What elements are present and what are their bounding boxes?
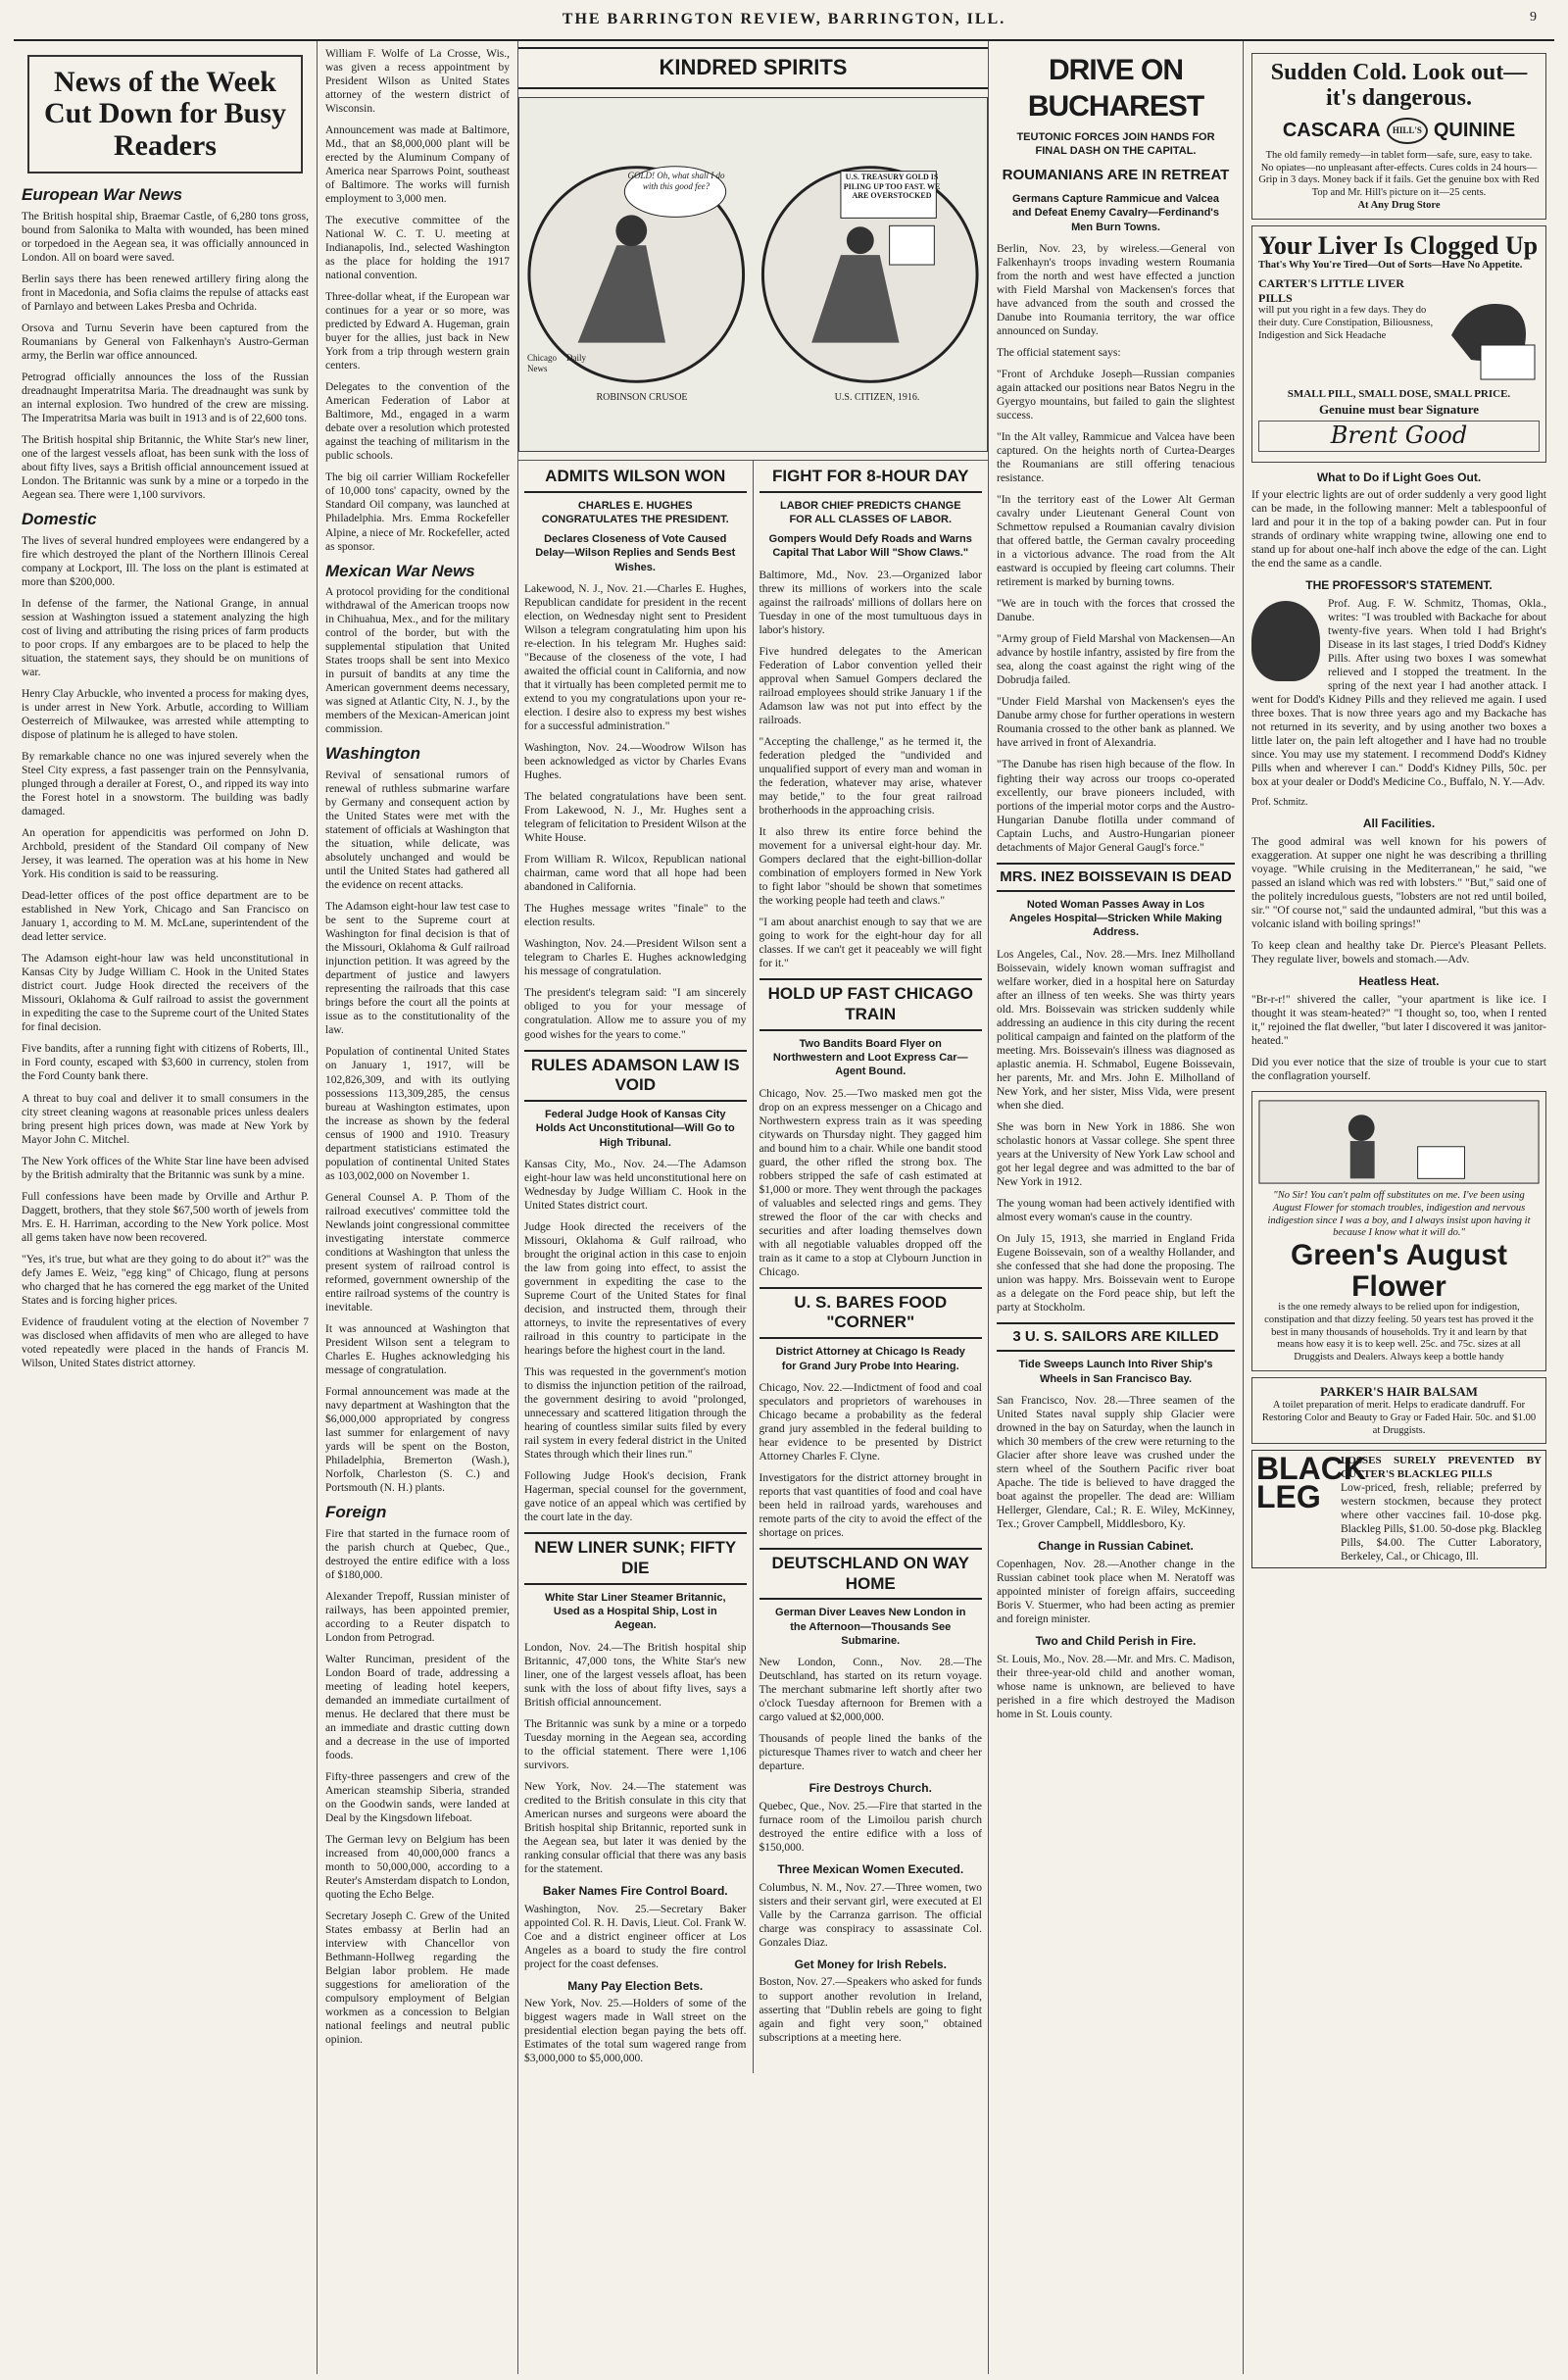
story-paragraph: The Britannic was sunk by a mine or a torpedo Tuesday morning in the Aegean sea, according to the official statement. There were 1,106 survivors. [524, 1717, 747, 1771]
ad-carters [1251, 225, 1546, 463]
subdeck: Federal Judge Hook of Kansas City Holds Act Unconstitutional—Will Go to High Tribunal. [535, 1108, 735, 1149]
deck: CHARLES E. HUGHES CONGRATULATES THE PRESIDENT. [541, 499, 729, 525]
ad-copy [1258, 276, 1438, 384]
story-paragraph: New London, Conn., Nov. 28.—The Deutschland, has started on its return voyage. The merchant submarine left shortly after two o'clock Tuesday afternoon for Bremen with a cargo valued at $2,000,000. [759, 1657, 982, 1724]
ad-genuine: Genuine must bear Signature [1318, 401, 1480, 417]
news-item: An operation for appendicitis was performed on John D. Archbold, president of the Standard Oil company of New Jersey, it was learned. The operation was at his home in New York. His condition is said to be reassuring. [22, 827, 309, 881]
news-item: "Yes, it's true, but what are they going to do about it?" was the defy James E. Weiz, "egg king" of Chicago, flung at persons who charged that he has cornered the egg market of the United States and is forcing higher prices. [22, 1253, 309, 1307]
news-item: The big oil carrier William Rockefeller of 10,000 tons' capacity, owned by the Standard Oil company, was launched at Philadelphia. Mrs. Emma Rockefeller Alpine, a niece of Mr. Rockefeller, acted as sponsor. [325, 471, 510, 553]
story-paragraph: "The Danube has risen high because of the flow. In fighting their way across our troops co-operated excellently, our brave pioneers included, with portions of the imperial motor corps and the Austro-Hungarian Danube flotilla under command of Captain Luchs, and Austro-Hungarian pioneer detachments of Major General Gaugl's force." [997, 759, 1235, 854]
ad-tagline: SMALL PILL, SMALL DOSE, SMALL PRICE. [1287, 388, 1511, 401]
story-paragraph: New York, Nov. 25.—Holders of some of the biggest wagers made in Wall street on the presidential election began paying the bets off. Estimates of the total sum wagered range from $3,000,000 to $5,000,000. [524, 1998, 747, 2065]
news-item: By remarkable chance no one was injured severely when the Steel City express, a fast passenger train on the Pennsylvania, plunged through a derailer at Forest, O., and ripped its way into the Forest hotel in a snowstorm. The building was badly damaged. [22, 751, 309, 818]
news-item: The executive committee of the National W. C. T. U. meeting at Indianapolis, Ind., selected Washington as the place for holding the 1917 national convention. [325, 215, 510, 282]
subdeck: District Attorney at Chicago Is Ready for Grand Jury Probe Into Hearing. [775, 1346, 965, 1372]
headline-mexican-women: Three Mexican Women Executed. [777, 1862, 964, 1877]
subdeck: Tide Sweeps Launch Into River Ship's Wheels in San Francisco Bay. [1018, 1359, 1213, 1385]
story-paragraph: The young woman had been actively identified with almost every woman's cause in the country. [997, 1198, 1235, 1224]
story-paragraph: Quebec, Que., Nov. 25.—Fire that started in the furnace room of the Limoilou parish church destroyed the entire edifice with a loss of $150,000. [759, 1801, 982, 1855]
ad-signature: Brent Good [1258, 421, 1540, 451]
news-box-heading [27, 55, 303, 174]
story-paragraph: Following Judge Hook's decision, Frank Hagerman, special counsel for the government, gave notice of an appeal which was certified by the court late in the day. [524, 1470, 747, 1524]
column-3 [518, 41, 989, 2374]
headline-drive-bucharest: DRIVE ON BUCHAREST [1027, 54, 1204, 123]
ad-sub: That's Why You're Tired—Out of Sorts—Have No Appetite. [1258, 260, 1523, 272]
deck-retreat: ROUMANIANS ARE IN RETREAT [1002, 166, 1230, 183]
story-paragraph: Lakewood, N. J., Nov. 21.—Charles E. Hughes, Republican candidate for president in the recent election, on Wednesday night sent to President Wilson a telegram congratulating him upon his re-election. In his telegram Mr. Hughes said: "Because of the closeness of the vote, I had awaited the official count in California, and now that it virtually has been completed permit me to extend to you my congratulations upon your re-election. I desire also to express my best wishes for a successful administration." [524, 583, 747, 733]
cartoon-caption-right: U.S. CITIZEN, 1916. [834, 391, 920, 403]
news-item: Orsova and Turnu Severin have been captured from the Roumanians by General von Falkenhayn's Austro-German army, the Berlin war office announced. [22, 322, 309, 363]
news-item: Alexander Trepoff, Russian minister of railways, has been appointed premier, according to a Reuter dispatch to London from Petrograd. [325, 1590, 510, 1644]
story-paragraph: Kansas City, Mo., Nov. 24.—The Adamson eight-hour law was held unconstitutional here on Wednesday by Judge William C. Hook in the United States district court. [524, 1158, 747, 1212]
story-paragraph: It also threw its entire force behind the movement for a universal eight-hour day. Mr. Gompers declared that the eight-billion-dollar combination of employers formed in New York to fight labor "should be shown that sometimes the working people had teeth and claws." [759, 826, 982, 908]
subdeck: Two Bandits Board Flyer on Northwestern and Loot Express Car—Agent Bound. [772, 1037, 968, 1078]
story-paragraph: Baltimore, Md., Nov. 23.—Organized labor threw its millions of workers into the scale against the railroads' millions of dollars here on Tuesday in one of the most tumultuous days in labor's history. [759, 569, 982, 636]
story-paragraph: "I am about anarchist enough to say that we are going to work for the eight-hour day for all classes. If we can't get it peaceably we will fight for it." [759, 917, 982, 970]
ad-parkers [1251, 1377, 1546, 1444]
news-item: Evidence of fraudulent voting at the election of November 7 was disclosed when affidavits of men who are alleged to have voted repeatedly were placed in the hands of Francis M. Wilson, United States district attorney. [22, 1315, 309, 1369]
ad-text: will put you right in a few days. They do their duty. Cure Constipation, Biliousness, Indigestion and Sick Headache [1258, 305, 1434, 341]
news-item: Dead-letter offices of the post office department are to be established in New York, Chicago and San Francisco on January 1, according to M. M. McLane, superintendent of the dead letter service. [22, 890, 309, 944]
story-paragraph: Investigators for the district attorney brought in reports that vast quantities of food and coal have been held in railroad yards, warehouses and remote parts of the city to avoid the effect of the shortage on prices. [759, 1471, 982, 1539]
ad-footer: At Any Drug Store [1357, 199, 1441, 211]
headline-adamson: RULES ADAMSON LAW IS VOID [524, 1050, 747, 1102]
story-paragraph: Washington, Nov. 25.—Secretary Baker appointed Col. R. H. Davis, Lieut. Col. Frank W. Coe and a district engineer officer at Los Angeles as a board to study the fire control project for the coast defenses. [524, 1903, 747, 1970]
section-title-foreign: Foreign [325, 1502, 387, 1521]
deck: TEUTONIC FORCES JOIN HANDS FOR FINAL DASH ON THE CAPITAL. [1016, 131, 1215, 158]
news-item: Petrograd officially announces the loss of the Russian dreadnaught Imperatritsa Maria. The dreadnaught was sunk by an internal explosion. Two hundred of the crew are missing. The Imperatritsa Maria was built in 1913 and is of 22,600 tons. [22, 372, 309, 425]
story-paragraph: St. Louis, Mo., Nov. 28.—Mr. and Mrs. C. Madison, their three-year-old child and another woman, whose name is unknown, are believed to have perished in a fire which destroyed the Madison home in St. Louis county. [997, 1653, 1235, 1720]
right-half [754, 461, 989, 2073]
news-item: Formal announcement was made at the navy department at Washington that the $6,000,000 appropriated by congress last summer for enlargement of navy yards will be spent on the Boston, Philadelphia, Bremerton (Wash.), Norfolk, Charleston (S. C.) and Portsmouth (N. H.) plants. [325, 1385, 510, 1494]
headline-irish: Get Money for Irish Rebels. [794, 1957, 947, 1971]
story-paragraph: This was requested in the government's motion to dismiss the injunction petition of the railroad, the government desiring to avoid "prolonged, unnecessary and scattered litigation through the hearing of countless similar suits filed by every rail system in every federal district in the United States through which their lines run." [524, 1366, 747, 1462]
story-paragraph: "Front of Archduke Joseph—Russian companies again attacked our positions near Batos Negru in the Gyergyo mountains, but failed to gain the slightest success. [997, 369, 1235, 422]
news-item: General Counsel A. P. Thom of the railroad executives' committee told the Newlands joint congressional committee investigating interstate commerce conditions at Washington that unless the present system of railroad control is reformed, government ownership of the entire railroad systems of the country is inevitable. [325, 1191, 510, 1314]
masthead [14, 0, 1554, 41]
story-paragraph: The good admiral was well known for his powers of exaggeration. At supper one night he was describing a thrilling voyage. "While cruising in the Mediterranean," he said, "we passed an island which was red with lobsters." "But," said one of the politely incredulous guests, "lobsters are not red until boiled, sir." "Of course not," said the undaunted admiral, "but this was a volcanic island with boiling springs!" [1251, 836, 1546, 931]
cartoon-credit: Chicago Daily News [527, 352, 586, 373]
column-2 [318, 41, 518, 2374]
news-item: Berlin says there has been renewed artillery firing along the front in Macedonia, and Sofia claims the repulse of attacks east of Parnlayo and between Lakes Presba and Ochrida. [22, 273, 309, 313]
left-half [518, 461, 754, 2073]
ad-text: The old family remedy—in tablet form—safe, sure, easy to take. No opiates—no unpleasant after-effects. Cures colds in 24 hours—Grip in 3 days. Money back if it fails. Get the genuine box with Red Top and Mr. Hill's picture on it—25 cents. [1258, 149, 1540, 199]
ad-brand-row [1258, 118, 1540, 144]
subdeck: Germans Capture Rammicue and Valcea and Defeat Enemy Cavalry—Ferdinand's Men Burn Towns. [1011, 193, 1220, 233]
headline-train: HOLD UP FAST CHICAGO TRAIN [760, 978, 983, 1030]
cartoon-kindred-spirits [518, 97, 988, 452]
ad-headline: Your Liver Is Clogged Up [1258, 230, 1539, 260]
cartoon-caption-left: ROBINSON CRUSOE [596, 391, 688, 403]
story-paragraph: "Br-r-r!" shivered the caller, "your apartment is like ice. I thought it was steam-heated?" "I thought so, too, when I rented it," rejoined the flat dweller, "but later I discovered it was janitor-heated." [1251, 993, 1546, 1047]
section-title-mexican: Mexican War News [325, 561, 475, 580]
news-item: Announcement was made at Baltimore, Md., that an $8,000,000 plant will be erected by the Aluminum Company of America near Sparrows Point, southeast of Baltimore. The works will furnish employment to 3,000 men. [325, 124, 510, 206]
ad-brand: BLACK LEG [1256, 1451, 1366, 1515]
news-item: Revival of sensational rumors of renewal of ruthless submarine warfare by Germany and consequent action by the United States were met with the statement of officials at Washington that the situation, while delicate, was absolutely unchanged and would be until the United States had gathered all the evidence on recent attacks. [325, 769, 510, 892]
story-paragraph: From William R. Wilcox, Republican national chairman, came word that all hope had been abandoned in California. [524, 854, 747, 894]
ad-headline: LOSSES SURELY PREVENTED BY CUTTER'S BLACKLEG PILLS [1341, 1455, 1542, 1480]
ad-body [1258, 276, 1540, 384]
headline-eight-hour: FIGHT FOR 8-HOUR DAY [760, 467, 983, 493]
story-paragraph: San Francisco, Nov. 28.—Three seamen of the United States naval supply ship Glacier were drowned in the bay on Saturday, when the launch in which 30 members of the crew were returning to the Glacier after shore leave was crushed under the stern wheel of the Southern Pacific river boat Apache. The tide is believed to have dragged the boat against the propeller. The dead are: William Hellerger, Glendare, Cal.; R. E. Wiley, McKinney, Tex.; Grover Campbell, Middlesboro, Ky. [997, 1395, 1235, 1531]
story-paragraph: Copenhagen, Nov. 28.—Another change in the Russian cabinet took place when M. Neratoff was appointed minister of foreign affairs, succeeding Boris V. Stuermer, who had been acting as premier and foreign minister. [997, 1558, 1235, 1625]
headline-liner: NEW LINER SUNK; FIFTY DIE [524, 1532, 747, 1584]
story-paragraph: "In the Alt valley, Rammicue and Valcea have been captured. On the heights north of Curtea-Dearges the Roumanians are still offering tenacious resistance. [997, 431, 1235, 485]
lower-split [518, 460, 988, 2073]
story-paragraph: "We are in touch with the forces that crossed the Danube. [997, 598, 1235, 624]
news-item: Fifty-three passengers and crew of the American steamship Siberia, stranded on the Goodwin sands, were landed at Deal by the Kingsdown lifeboat. [325, 1770, 510, 1824]
story-paragraph: Berlin, Nov. 23, by wireless.—General von Falkenhayn's troops invading western Roumania from the north and west have effected a junction with Field Marshal von Mackensen's forces that have advanced from the south and crossed the Danube into Roumania territory, the war office announced on Sunday. [997, 242, 1235, 338]
ad-august-flower [1251, 1091, 1546, 1371]
column-5 [1244, 41, 1554, 2374]
headline-boissevain: MRS. INEZ BOISSEVAIN IS DEAD [997, 863, 1235, 892]
story-paragraph: Judge Hook directed the receivers of the Missouri, Oklahoma & Gulf railroad, who brought the original action in this case to enjoin the law from going into effect, to assist the government in expediting the case to the Supreme Court of the United States for final decision, and instructed them, through their attorneys, to invite the representatives of every railroad in this country to participate in the hearings before the highest court in the land. [524, 1220, 747, 1358]
headline-admits-wilson: ADMITS WILSON WON [524, 467, 747, 493]
news-item: Secretary Joseph C. Grew of the United States embassy at Berlin had an interview with Chancellor von Bethmann-Hollweg regarding the Belgian labor problem. He made suggestions for amelioration of the compulsory employment of Belgian workmen as a concession to Belgian national feelings and neutral public opinion. [325, 1910, 510, 2047]
page-number: 9 [1530, 10, 1537, 25]
story-paragraph: Washington, Nov. 24.—President Wilson sent a telegram to Charles E. Hughes acknowledging his message of congratulation. [524, 938, 747, 978]
headline-fire-board: Baker Names Fire Control Board. [542, 1883, 728, 1898]
headline-food-corner: U. S. BARES FOOD "CORNER" [760, 1287, 983, 1339]
illustration-man [1258, 1098, 1540, 1186]
story-paragraph: New York, Nov. 24.—The statement was credited to the British consulate in this city that American nurses and surgeons were aboard the British hospital ship Britannic, reported sunk in the Aegean sea, but later it was denied by the ranking consular official that there was any basis for the statement. [524, 1780, 747, 1875]
news-item: Full confessions have been made by Orville and Arthur P. Daggett, brothers, that they stole $67,500 worth of jewels from Mrs. E. H. Harriman, according to the New York police. Most all gems taken have now been recovered. [22, 1190, 309, 1244]
news-item: The British hospital ship Britannic, the White Star's new liner, one of the largest vessels afloat, has been sunk with the loss of about fifty lives, says a British official announcement issued at London. The Britannic was sunk by a mine or a torpedo in the Aegean sea. There were 1,100 survivors. [22, 434, 309, 502]
story-paragraph: "Army group of Field Marshal von Mackensen—An advance by hostile infantry, assisted by fire from the sea, along the coast against the right wing of the Dobrudja failed. [997, 633, 1235, 687]
story-paragraph: "In the territory east of the Lower Alt German cavalry under Lieutenant General Count von Schmettow repulsed a Roumanian cavalry division that offered battle, the German cavalry proceeding in a victorious advance. The road from the Alt eastward is occupied by fleeing cart columns. Their retirement is marked by burning towns. [997, 494, 1235, 589]
ad-blackleg [1251, 1450, 1546, 1568]
headline-child: Two and Child Perish in Fire. [1035, 1633, 1197, 1648]
section-title-european: European War News [22, 185, 183, 205]
story-paragraph: The Hughes message writes "finale" to the election results. [524, 903, 747, 929]
ad-text: A toilet preparation of merit. Helps to eradicate dandruff. For Restoring Color and Beauty to Gray or Faded Hair. 50c. and $1.00 at Druggists. [1261, 1399, 1537, 1436]
ad-brand: CASCARA [1282, 120, 1381, 142]
story-paragraph: The belated congratulations have been sent. From Lakewood, N. J., Mr. Hughes sent a telegram of felicitation to President Wilson at the White House. [524, 791, 747, 845]
story-paragraph: Did you ever notice that the size of trouble is your cue to start the conflagration yourself. [1251, 1056, 1546, 1082]
ad-brand: CARTER'S LITTLE LIVER PILLS [1258, 276, 1404, 305]
cartoon-sign: U.S. TREASURY GOLD IS PILING UP TOO FAST. WE ARE OVERSTOCKED [843, 172, 941, 201]
headline-light: What to Do if Light Goes Out. [1316, 470, 1482, 484]
story-paragraph: The president's telegram said: "I am sincerely obliged to you for your message of congratulation. Allow me to assure you of my good wishes for the years to come." [524, 987, 747, 1041]
cartoon-bubble: GOLD! Oh, what shall I do with this good fee? [627, 170, 725, 191]
news-item: The German levy on Belgium has been increased from 40,000,000 francs a month to 50,000,000, according to a Reuter's Amsterdam dispatch to London, quoting the Echo Belge. [325, 1834, 510, 1902]
news-item: Delegates to the convention of the American Federation of Labor at Baltimore, Md., engaged in a warm debate over a resolution which protested against the teaching of militarism in the public schools. [325, 381, 510, 463]
news-item: Walter Runciman, president of the London Board of trade, addressing a meeting of leading hotel keepers, demanded an immediate curtailment of menus. He declared that there must be an immediate and drastic cutting down and a decrease in the use of imported foods. [325, 1653, 510, 1761]
subdeck: Noted Woman Passes Away in Los Angeles Hospital—Stricken While Making Address. [1009, 898, 1222, 939]
subdeck: German Diver Leaves New London in the Afternoon—Thousands See Submarine. [775, 1607, 966, 1648]
news-item: A protocol providing for the conditional withdrawal of the American troops now in Chihuahua, Mex., and for the military control of the border, but with the supplemental stipulation that United States troops shall be sent into Mexico in pursuit of bandits at any time the American government deems necessary, was signed at Atlantic City, N. J., by the members of the Mexican-American joint commission. [325, 586, 510, 736]
news-item: It was announced at Washington that President Wilson sent a telegram to Charles E. Hughes acknowledging his message of congratulation. [325, 1322, 510, 1376]
story-paragraph: Chicago, Nov. 25.—Two masked men got the drop on an express messenger on a Chicago and Northwestern express train as it was speeding citywards on Thursday night. They gagged him and bound him to a chair. While one bandit stood guard, the other rifled the strong box. The robbers stripped the safe of cash estimated at $1,000 or more. They went through the packages of valuables and selected rings and gems. They strewed the floor of the car with checks and securities and after loading themselves down with all negotiable valuables dropped off the train as it came to a stop at Clybourn Junction in Chicago. [759, 1087, 982, 1278]
deck: LABOR CHIEF PREDICTS CHANGE FOR ALL CLASSES OF LABOR. [779, 499, 961, 525]
news-item: The Adamson eight-hour law test case to be sent to the Supreme court at Washington for final decision is that of the Missouri, Oklahoma & Gulf railroad injunction petition. It was agreed by the department of justice and lawyers representing the railroads that this case brings before the court all the points at issue as to the constitutionality of the law. [325, 901, 510, 1037]
story-paragraph: The official statement says: [997, 347, 1121, 360]
news-item: William F. Wolfe of La Crosse, Wis., was given a recess appointment by President Wilson as United States attorney of the western district of Wisconsin. [325, 48, 510, 116]
bird-icon [1442, 276, 1540, 384]
story-paragraph: "Accepting the challenge," as he termed it, the federation pledged the "undivided and unqualified support of every man and woman in the federation, whatever may arise, whatever may betide," to the four great railroad brotherhoods in the approaching crisis. [759, 735, 982, 817]
news-item: Fire that started in the furnace room of the parish church at Quebec, Que., destroyed the entire edifice with a loss of $180,000. [325, 1527, 510, 1581]
headline-election-bets: Many Pay Election Bets. [567, 1978, 704, 1993]
subdeck: Declares Closeness of Vote Caused Delay—Wilson Replies and Sends Best Wishes. [535, 533, 736, 573]
ad-brand: Green's August Flower [1290, 1239, 1508, 1303]
story-paragraph: London, Nov. 24.—The British hospital ship Britannic, 47,000 tons, the White Star's new liner, one of the largest vessels afloat, has been sunk with the loss of about fifty lives, says a British official announcement. [524, 1641, 747, 1709]
portrait-caption: Prof. Schmitz. [1251, 797, 1308, 809]
ad-text: Low-priced, fresh, reliable; preferred by western stockmen, because they protect where other vaccines fail. 10-dose pkg. Blackleg Pills, $1.00. 50-dose pkg. Blackleg Pills, $4.00. The Cutter Laboratory, Berkeley, Cal., or Chicago, Ill. [1341, 1482, 1542, 1563]
headline-deutschland: DEUTSCHLAND ON WAY HOME [760, 1548, 983, 1600]
news-item: The lives of several hundred employees were endangered by a fire which destroyed the plant of the Northern Illinois Cereal company at Lockport, Ill. The loss on the plant is estimated at more than $200,000. [22, 534, 309, 588]
column-4 [989, 41, 1244, 2374]
story-paragraph: To keep clean and healthy take Dr. Pierce's Pleasant Pellets. They regulate liver, bowels and stomach.—Adv. [1251, 940, 1546, 967]
story-paragraph: Five hundred delegates to the American Federation of Labor convention yelled their approval when Samuel Gompers declared the railroad employees should strike January 1 if the Adamson law was not put into effect by the railroads. [759, 645, 982, 726]
ad-text: is the one remedy always to be relied upon for indigestion, constipation and that dizzy feeling. 50 years test has proved it the best in many thousands of households. Try it and learn by that means how easy it is to keep well. 25c. and 75c. sizes at all Druggists and Dealers. Always keep a bottle handy [1264, 1302, 1534, 1364]
story-paragraph: Thousands of people lined the banks of the picturesque Thames river to watch and cheer her departure. [759, 1733, 982, 1773]
cartoon-title: KINDRED SPIRITS [518, 47, 988, 89]
portrait-image [1251, 601, 1320, 681]
news-item: Three-dollar wheat, if the European war continues for a year or so more, was predicted by Edward A. Hugeman, grain buyer for the allies, just back in New York from a trip through western grain centers. [325, 291, 510, 372]
ad-headline: PARKER'S HAIR BALSAM [1320, 1384, 1478, 1400]
story-paragraph: She was born in New York in 1886. She won scholastic honors at Vassar college. She spent three years at the University of New York Law school and got her legal degree and was admitted to the bar of New York in 1912. [997, 1120, 1235, 1189]
headline-heatless: Heatless Heat. [1358, 974, 1440, 989]
subdeck: White Star Liner Steamer Britannic, Used as a Hospital Ship, Lost in Aegean. [544, 1591, 726, 1632]
headline-cabinet: Change in Russian Cabinet. [1038, 1539, 1194, 1554]
news-item: The Adamson eight-hour law was held unconstitutional in Kansas City by Judge William C. Hook in the United States district court. Judge Hook directed the receivers of the Missouri, Oklahoma & Gulf railroad to assist the government in expediting the case to the Supreme court of the United States for final decision. [22, 953, 309, 1034]
story-paragraph: Boston, Nov. 27.—Speakers who asked for funds to support another revolution in Ireland, asserting that "Dublin rebels are going to fight again and fight very soon," obtained subscriptions at a meeting here. [759, 1976, 982, 2044]
headline-church-fire: Fire Destroys Church. [808, 1781, 932, 1796]
headline-sailors: 3 U. S. SAILORS ARE KILLED [997, 1322, 1235, 1352]
news-item: The New York offices of the White Star line have been advised by the British admiralty that the Britannic was sunk by a mine. [22, 1155, 309, 1181]
story-paragraph: Columbus, N. M., Nov. 27.—Three women, two sisters and their servant girl, were executed at El Valle by the Carranza garrison. The official charge was conspiracy to assassinate Col. Gonzales Diaz. [759, 1881, 982, 1949]
section-title-domestic: Domestic [22, 510, 97, 529]
news-item: A threat to buy coal and deliver it to small consumers in the city street cleaning wagons at reasonable prices unless dealers bring present high prices down, was made at New York by Mayor John C. Mitchel. [22, 1092, 309, 1146]
columns [14, 41, 1554, 2374]
news-box-title: News of the Week Cut Down for Busy Readers [44, 66, 286, 162]
ad-quote: "No Sir! You can't palm off substitutes on me. I've been using August Flower for stomach troubles, indigestion and nervous indigestion since I was a boy, and I always insist upon having it because I know what it will do." [1267, 1189, 1531, 1239]
ad-brand: QUININE [1433, 120, 1516, 142]
news-item: Five bandits, after a running fight with citizens of Roberts, Ill., in Ford county, escaped with $3,600 in currency, stolen from the Ford County bank there. [22, 1043, 309, 1083]
ad-cascara-quinine [1251, 53, 1546, 220]
news-item: Population of continental United States on January 1, 1917, will be 102,826,309, and with its outlying possessions 113,309,285, the census bureau at Washington estimates, upon the increase as shown by the federal census of 1900 and 1910. Treasury department statisticians estimated the population of continental United States as 103,002,000 on November 1. [325, 1046, 510, 1182]
news-item: The British hospital ship, Braemar Castle, of 6,280 tons gross, bound from Salonika to Malta with wounded, has been mined or torpedoed in the Aegean sea, it was officially announced in London. All on board were saved. [22, 210, 309, 264]
ad-headline: Sudden Cold. Look out—it's dangerous. [1270, 60, 1528, 112]
story-paragraph: If your electric lights are out of order suddenly a very good light can be made, in the following manner: Melt a tablespoonful of lard and pour it in the top of a baking powder can. Put in four strands of ordinary white wrapping twine, allowing one end to stand up for about one-half inch above the edge of the can. Light the end the same as a candle. [1251, 489, 1546, 570]
headline-professor: THE PROFESSOR'S STATEMENT. [1305, 578, 1493, 593]
ad-medallion: HILL'S [1387, 118, 1428, 144]
news-item: In defense of the farmer, the National Grange, in annual session at Washington issued a statement analyzing the high cost of living and attributing the rising prices of farm products to poor crops. If any embargoes are to be placed to help the situation, the statement says, they should be on munitions of war. [22, 598, 309, 679]
column-1 [14, 41, 318, 2374]
story-paragraph: On July 15, 1913, she married in England Frida Eugene Boissevain, son of a wealthy Hollander, and she confessed that she had done the proposing. The union was happy. Mrs. Boissevain went to Europe as a delegate on the Ford peace ship, but left the party at Stockholm. [997, 1233, 1235, 1314]
story-paragraph: "Under Field Marshal von Mackensen's eyes the Danube army chose for further operations in western Roumania crossed to the other bank as planned. We have arrived in front of Alexandria. [997, 696, 1236, 750]
story-paragraph: Washington, Nov. 24.—Woodrow Wilson has been acknowledged as victor by Charles Evans Hughes. [524, 742, 747, 782]
story-paragraph: Chicago, Nov. 22.—Indictment of food and coal speculators and proprietors of warehouses in Chicago became a probability as the federal grand jury assembled in the federal building to hear evidence to be presented by District Attorney Charles F. Clyne. [759, 1381, 982, 1463]
subdeck: Gompers Would Defy Roads and Warns Capital That Labor Will "Show Claws." [768, 533, 972, 560]
headline-facilities: All Facilities. [1362, 817, 1436, 831]
story-paragraph: Prof. Aug. F. W. Schmitz, Thomas, Okla., writes: "I was troubled with Backache for about twenty-five years. When told I had Bright's Disease in its last stages, I tried Dodd's Kidney Pills. After using two boxes I was somewhat relieved and I stopped the treatment. In the spring of the next year I had another attack. I went for Dodd's Kidney Pills and they relieved me again. I used three boxes. That is now three years ago and my Backache has not returned in its severity, and by using another two boxes a little later on, the pain left altogether and I have had no trouble since. You may use my statement. I recommend Dodd's Kidney Pills when and wherever I can." Dodd's Kidney Pills, 50c. per box at your dealer or Dodd's Medicine Co., Buffalo, N. Y.—Adv. [1251, 598, 1546, 789]
ad-copy [1341, 1455, 1542, 1563]
story-paragraph: Los Angeles, Cal., Nov. 28.—Mrs. Inez Milholland Boissevain, widely known woman suffragist and welfare worker, died in a hospital here on Saturday after an illness of ten weeks. She was thirty years old. Mrs. Boissevain was stricken suddenly while addressing an audience in this city during the recent political campaign and fainted on the platform of the meeting. Mrs. Boissevain's illness was diagnosed as aplastic anemia. H. Schmabol, Eugene Boissevain, her parents, Mr. and Mrs. John E. Milholland of New York, and her sister, Miss Vida, were present when she died. [997, 948, 1235, 1112]
news-item: Henry Clay Arbuckle, who invented a process for making dyes, is under arrest in New York. Arbutle, according to William Oesterreich of Milwaukee, was arrested while attempting to dispose of platinum he is alleged to have stolen. [22, 688, 309, 742]
section-title-washington: Washington [325, 744, 420, 764]
masthead-title: THE BARRINGTON REVIEW, BARRINGTON, ILL. [562, 11, 1006, 27]
